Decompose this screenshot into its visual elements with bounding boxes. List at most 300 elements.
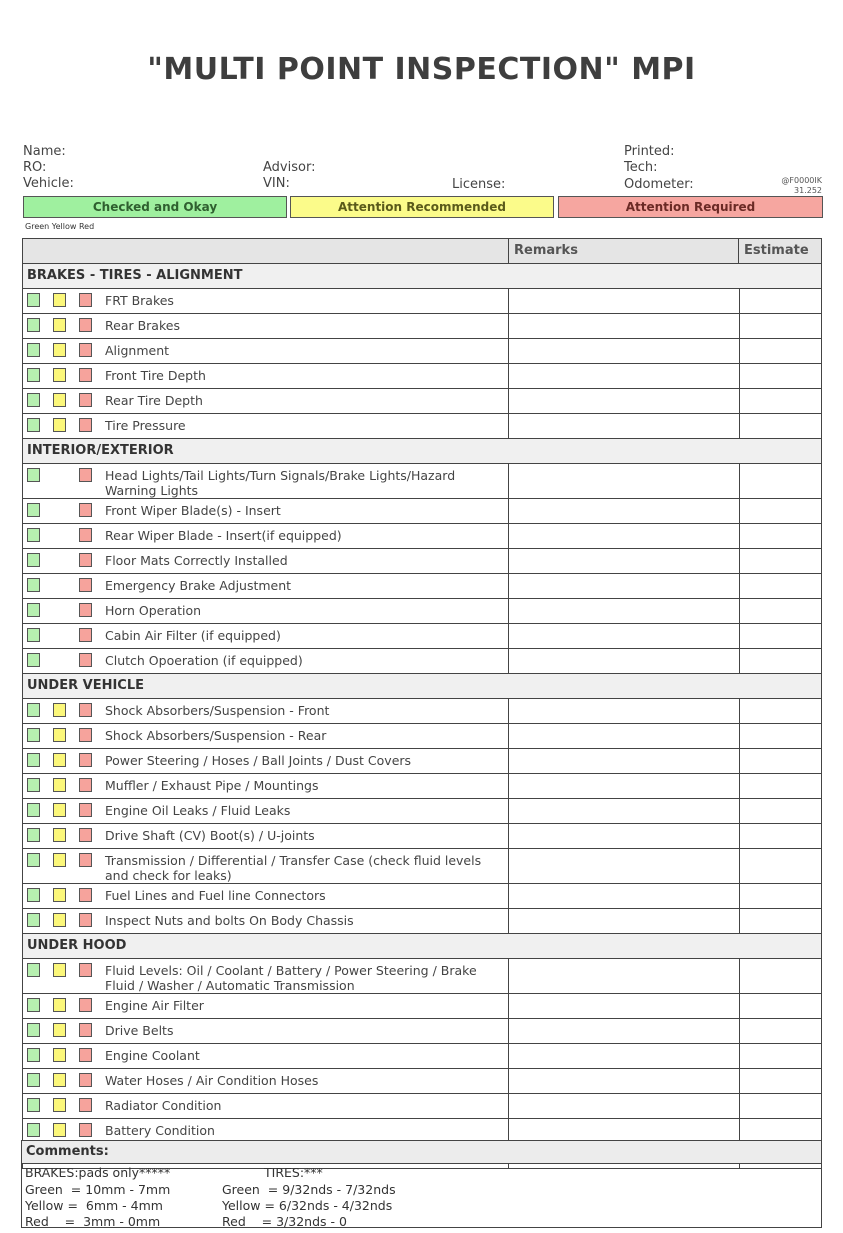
red-checkbox[interactable] — [79, 1048, 92, 1062]
remarks-cell[interactable] — [509, 414, 740, 438]
yellow-checkbox[interactable] — [53, 343, 66, 357]
status-boxes — [23, 524, 105, 542]
item-label: Drive Belts — [105, 1023, 174, 1038]
estimate-cell[interactable] — [740, 624, 821, 648]
green-checkbox[interactable] — [27, 753, 40, 767]
yellow-checkbox[interactable] — [53, 828, 66, 842]
estimate-cell[interactable] — [740, 364, 821, 388]
remarks-cell[interactable] — [509, 464, 740, 498]
status-boxes — [23, 339, 105, 357]
legend-small: Green Yellow Red — [25, 222, 95, 231]
green-checkbox[interactable] — [27, 528, 40, 542]
remarks-cell[interactable] — [509, 799, 740, 823]
item-cell — [23, 549, 509, 573]
item-label: Emergency Brake Adjustment — [105, 578, 292, 593]
item-label: Shock Absorbers/Suspension - Rear — [105, 728, 327, 743]
legend-green: Checked and Okay — [23, 196, 287, 218]
item-cell — [23, 1019, 509, 1043]
item-label: Cabin Air Filter (if equipped) — [105, 628, 281, 643]
estimate-cell[interactable] — [740, 1069, 821, 1093]
status-boxes — [23, 1069, 105, 1087]
table-row — [23, 499, 821, 524]
item-label: Fuel Lines and Fuel line Connectors — [105, 888, 326, 903]
item-label: Rear Tire Depth — [105, 393, 203, 408]
status-boxes — [23, 1019, 105, 1037]
red-checkbox[interactable] — [79, 888, 92, 902]
printed-label: Printed: — [624, 144, 675, 159]
status-boxes — [23, 1094, 105, 1112]
item-cell — [23, 574, 509, 598]
remarks-header: Remarks — [509, 239, 739, 263]
comments-box — [21, 1140, 822, 1228]
inspection-table — [22, 238, 822, 1169]
estimate-cell[interactable] — [740, 1044, 821, 1068]
green-checkbox[interactable] — [27, 293, 40, 307]
item-label: Muffler / Exhaust Pipe / Mountings — [105, 778, 319, 793]
green-checkbox[interactable] — [27, 963, 40, 977]
status-boxes — [23, 414, 105, 432]
item-cell — [23, 799, 509, 823]
item-cell — [23, 1069, 509, 1093]
red-checkbox[interactable] — [79, 703, 92, 717]
item-label: Clutch Opoeration (if equipped) — [105, 653, 303, 668]
yellow-checkbox[interactable] — [53, 728, 66, 742]
status-boxes — [23, 699, 105, 717]
item-cell — [23, 314, 509, 338]
status-boxes — [23, 884, 105, 902]
legend-yellow: Attention Recommended — [290, 196, 554, 218]
remarks-cell[interactable] — [509, 549, 740, 573]
item-cell — [23, 749, 509, 773]
comments-title: Comments: — [22, 1141, 821, 1164]
green-checkbox[interactable] — [27, 368, 40, 382]
yellow-checkbox[interactable] — [53, 393, 66, 407]
section-header: INTERIOR/EXTERIOR — [23, 439, 821, 464]
table-row — [23, 1069, 821, 1094]
remarks-cell[interactable] — [509, 909, 740, 933]
remarks-cell[interactable] — [509, 289, 740, 313]
status-boxes — [23, 289, 105, 307]
red-checkbox[interactable] — [79, 753, 92, 767]
green-checkbox[interactable] — [27, 318, 40, 332]
brakes-yellow: Yellow = 6mm - 4mm — [25, 1198, 163, 1213]
status-boxes — [23, 599, 105, 617]
green-checkbox[interactable] — [27, 393, 40, 407]
page-title: "MULTI POINT INSPECTION" MPI — [147, 52, 696, 87]
status-boxes — [23, 994, 105, 1012]
green-checkbox[interactable] — [27, 853, 40, 867]
yellow-checkbox[interactable] — [53, 888, 66, 902]
yellow-checkbox[interactable] — [53, 1073, 66, 1087]
green-checkbox[interactable] — [27, 503, 40, 517]
remarks-cell[interactable] — [509, 749, 740, 773]
green-checkbox[interactable] — [27, 1123, 40, 1137]
remarks-cell[interactable] — [509, 389, 740, 413]
status-boxes — [23, 724, 105, 742]
estimate-cell[interactable] — [740, 414, 821, 438]
green-checkbox[interactable] — [27, 468, 40, 482]
red-checkbox[interactable] — [79, 778, 92, 792]
green-checkbox[interactable] — [27, 553, 40, 567]
item-cell — [23, 699, 509, 723]
red-checkbox[interactable] — [79, 578, 92, 592]
item-cell — [23, 389, 509, 413]
remarks-cell[interactable] — [509, 624, 740, 648]
item-label: Engine Air Filter — [105, 998, 204, 1013]
estimate-cell[interactable] — [740, 524, 821, 548]
table-row — [23, 909, 821, 934]
item-cell — [23, 649, 509, 673]
remarks-cell[interactable] — [509, 724, 740, 748]
estimate-cell[interactable] — [740, 699, 821, 723]
green-checkbox[interactable] — [27, 803, 40, 817]
remarks-cell[interactable] — [509, 774, 740, 798]
green-checkbox[interactable] — [27, 828, 40, 842]
status-boxes — [23, 499, 105, 517]
item-cell — [23, 464, 509, 498]
item-label: Front Tire Depth — [105, 368, 206, 383]
remarks-cell[interactable] — [509, 574, 740, 598]
estimate-cell[interactable] — [740, 774, 821, 798]
green-checkbox[interactable] — [27, 728, 40, 742]
estimate-cell[interactable] — [740, 824, 821, 848]
item-cell — [23, 414, 509, 438]
ro-label: RO: — [23, 160, 47, 175]
item-label: Water Hoses / Air Condition Hoses — [105, 1073, 319, 1088]
red-checkbox[interactable] — [79, 393, 92, 407]
yellow-checkbox[interactable] — [53, 703, 66, 717]
item-label: Shock Absorbers/Suspension - Front — [105, 703, 330, 718]
item-label: Radiator Condition — [105, 1098, 222, 1113]
empty-slot — [53, 653, 66, 667]
red-checkbox[interactable] — [79, 1023, 92, 1037]
item-cell — [23, 1044, 509, 1068]
table-row — [23, 599, 821, 624]
section-header: UNDER VEHICLE — [23, 674, 821, 699]
status-boxes — [23, 824, 105, 842]
item-cell — [23, 824, 509, 848]
estimate-cell[interactable] — [740, 959, 821, 993]
green-checkbox[interactable] — [27, 343, 40, 357]
yellow-checkbox[interactable] — [53, 963, 66, 977]
remarks-cell[interactable] — [509, 1044, 740, 1068]
estimate-cell[interactable] — [740, 994, 821, 1018]
estimate-cell[interactable] — [740, 799, 821, 823]
estimate-cell[interactable] — [740, 314, 821, 338]
empty-slot — [53, 603, 66, 617]
item-cell — [23, 1094, 509, 1118]
empty-slot — [53, 578, 66, 592]
name-label: Name: — [23, 144, 66, 159]
remarks-cell[interactable] — [509, 959, 740, 993]
item-cell — [23, 909, 509, 933]
license-label: License: — [452, 177, 506, 192]
table-row — [23, 649, 821, 674]
item-label: Front Wiper Blade(s) - Insert — [105, 503, 281, 518]
red-checkbox[interactable] — [79, 803, 92, 817]
status-boxes — [23, 624, 105, 642]
item-label: Tire Pressure — [105, 418, 186, 433]
table-row — [23, 314, 821, 339]
estimate-cell[interactable] — [740, 1094, 821, 1118]
red-checkbox[interactable] — [79, 343, 92, 357]
yellow-checkbox[interactable] — [53, 778, 66, 792]
section-header: BRAKES - TIRES - ALIGNMENT — [23, 264, 821, 289]
remarks-cell[interactable] — [509, 824, 740, 848]
brakes-green: Green = 10mm - 7mm — [25, 1182, 171, 1197]
table-row — [23, 524, 821, 549]
remarks-cell[interactable] — [509, 699, 740, 723]
item-cell — [23, 364, 509, 388]
red-checkbox[interactable] — [79, 553, 92, 567]
estimate-cell[interactable] — [740, 724, 821, 748]
table-row — [23, 624, 821, 649]
item-label: Battery Condition — [105, 1123, 215, 1138]
yellow-checkbox[interactable] — [53, 1048, 66, 1062]
remarks-cell[interactable] — [509, 314, 740, 338]
empty-slot — [53, 553, 66, 567]
red-checkbox[interactable] — [79, 913, 92, 927]
remarks-cell[interactable] — [509, 364, 740, 388]
yellow-checkbox[interactable] — [53, 293, 66, 307]
remarks-cell[interactable] — [509, 599, 740, 623]
table-row — [23, 574, 821, 599]
estimate-cell[interactable] — [740, 464, 821, 498]
status-boxes — [23, 574, 105, 592]
item-cell — [23, 724, 509, 748]
item-label: Alignment — [105, 343, 170, 358]
green-checkbox[interactable] — [27, 913, 40, 927]
green-checkbox[interactable] — [27, 703, 40, 717]
green-checkbox[interactable] — [27, 1048, 40, 1062]
yellow-checkbox[interactable] — [53, 1098, 66, 1112]
status-boxes — [23, 1119, 105, 1137]
estimate-cell[interactable] — [740, 499, 821, 523]
status-boxes — [23, 774, 105, 792]
table-row — [23, 849, 821, 884]
status-boxes — [23, 959, 105, 977]
yellow-checkbox[interactable] — [53, 1023, 66, 1037]
estimate-cell[interactable] — [740, 289, 821, 313]
yellow-checkbox[interactable] — [53, 853, 66, 867]
item-label: Engine Coolant — [105, 1048, 200, 1063]
item-cell — [23, 289, 509, 313]
table-row — [23, 289, 821, 314]
item-label: Inspect Nuts and bolts On Body Chassis — [105, 913, 354, 928]
remarks-cell[interactable] — [509, 1019, 740, 1043]
table-row — [23, 549, 821, 574]
tires-green: Green = 9/32nds - 7/32nds — [222, 1182, 396, 1197]
empty-slot — [53, 468, 66, 482]
estimate-cell[interactable] — [740, 574, 821, 598]
table-row — [23, 1094, 821, 1119]
item-cell — [23, 994, 509, 1018]
red-checkbox[interactable] — [79, 853, 92, 867]
item-cell — [23, 774, 509, 798]
red-checkbox[interactable] — [79, 503, 92, 517]
green-checkbox[interactable] — [27, 1073, 40, 1087]
remarks-cell[interactable] — [509, 884, 740, 908]
remarks-cell[interactable] — [509, 339, 740, 363]
estimate-cell[interactable] — [740, 599, 821, 623]
table-row — [23, 799, 821, 824]
table-header — [23, 239, 821, 264]
status-boxes — [23, 549, 105, 567]
table-row — [23, 774, 821, 799]
table-row — [23, 414, 821, 439]
item-label: Power Steering / Hoses / Ball Joints / Dust Covers — [105, 753, 412, 768]
estimate-cell[interactable] — [740, 849, 821, 883]
estimate-cell[interactable] — [740, 649, 821, 673]
tires-yellow: Yellow = 6/32nds - 4/32nds — [222, 1198, 393, 1213]
empty-slot — [53, 503, 66, 517]
yellow-checkbox[interactable] — [53, 753, 66, 767]
estimate-cell[interactable] — [740, 549, 821, 573]
empty-slot — [53, 628, 66, 642]
yellow-checkbox[interactable] — [53, 803, 66, 817]
red-checkbox[interactable] — [79, 293, 92, 307]
green-checkbox[interactable] — [27, 888, 40, 902]
form-code-line1: @F0000IK — [781, 176, 822, 185]
red-checkbox[interactable] — [79, 528, 92, 542]
red-checkbox[interactable] — [79, 963, 92, 977]
item-cell — [23, 884, 509, 908]
red-checkbox[interactable] — [79, 728, 92, 742]
item-label: Transmission / Differential / Transfer Case (check fluid levels and check for leaks) — [105, 853, 482, 883]
legend-red: Attention Required — [558, 196, 823, 218]
item-label: Floor Mats Correctly Installed — [105, 553, 288, 568]
yellow-checkbox[interactable] — [53, 418, 66, 432]
table-row — [23, 464, 821, 499]
red-checkbox[interactable] — [79, 628, 92, 642]
red-checkbox[interactable] — [79, 603, 92, 617]
red-checkbox[interactable] — [79, 418, 92, 432]
form-code — [760, 176, 822, 196]
item-cell — [23, 524, 509, 548]
green-checkbox[interactable] — [27, 998, 40, 1012]
remarks-cell[interactable] — [509, 1069, 740, 1093]
table-row — [23, 824, 821, 849]
brakes-red: Red = 3mm - 0mm — [25, 1214, 161, 1229]
estimate-cell[interactable] — [740, 339, 821, 363]
item-cell — [23, 959, 509, 993]
section-header: UNDER HOOD — [23, 934, 821, 959]
table-row — [23, 1019, 821, 1044]
green-checkbox[interactable] — [27, 778, 40, 792]
yellow-checkbox[interactable] — [53, 318, 66, 332]
green-checkbox[interactable] — [27, 1023, 40, 1037]
item-cell — [23, 599, 509, 623]
remarks-cell[interactable] — [509, 849, 740, 883]
table-row — [23, 339, 821, 364]
table-row — [23, 1044, 821, 1069]
item-label: Fluid Levels: Oil / Coolant / Battery / Power Steering / Brake Fluid / Washer / Automatic Transmission — [105, 963, 477, 993]
green-checkbox[interactable] — [27, 603, 40, 617]
status-boxes — [23, 389, 105, 407]
form-code-line2: 31.252 — [794, 186, 822, 195]
header-items-cell — [23, 239, 509, 263]
green-checkbox[interactable] — [27, 628, 40, 642]
item-cell — [23, 624, 509, 648]
item-label: Drive Shaft (CV) Boot(s) / U-joints — [105, 828, 315, 843]
estimate-cell[interactable] — [740, 749, 821, 773]
remarks-cell[interactable] — [509, 524, 740, 548]
advisor-label: Advisor: — [263, 160, 316, 175]
tires-red: Red = 3/32nds - 0 — [222, 1214, 347, 1229]
estimate-cell[interactable] — [740, 1019, 821, 1043]
red-checkbox[interactable] — [79, 998, 92, 1012]
remarks-cell[interactable] — [509, 994, 740, 1018]
table-row — [23, 724, 821, 749]
estimate-cell[interactable] — [740, 884, 821, 908]
item-label: Rear Brakes — [105, 318, 180, 333]
yellow-checkbox[interactable] — [53, 913, 66, 927]
red-checkbox[interactable] — [79, 828, 92, 842]
table-row — [23, 364, 821, 389]
status-boxes — [23, 1044, 105, 1062]
brakes-head: BRAKES:pads only***** — [25, 1165, 171, 1180]
status-boxes — [23, 909, 105, 927]
item-label: Engine Oil Leaks / Fluid Leaks — [105, 803, 291, 818]
tech-label: Tech: — [624, 160, 658, 175]
empty-slot — [53, 528, 66, 542]
red-checkbox[interactable] — [79, 1123, 92, 1137]
estimate-cell[interactable] — [740, 909, 821, 933]
item-label: Horn Operation — [105, 603, 202, 618]
table-row — [23, 959, 821, 994]
estimate-cell[interactable] — [740, 389, 821, 413]
red-checkbox[interactable] — [79, 1073, 92, 1087]
item-label: FRT Brakes — [105, 293, 174, 308]
status-boxes — [23, 649, 105, 667]
vin-label: VIN: — [263, 176, 290, 191]
item-cell — [23, 339, 509, 363]
status-boxes — [23, 364, 105, 382]
table-row — [23, 994, 821, 1019]
table-row — [23, 884, 821, 909]
green-checkbox[interactable] — [27, 418, 40, 432]
status-boxes — [23, 464, 105, 482]
remarks-cell[interactable] — [509, 499, 740, 523]
yellow-checkbox[interactable] — [53, 368, 66, 382]
green-checkbox[interactable] — [27, 653, 40, 667]
item-label: Head Lights/Tail Lights/Turn Signals/Brake Lights/Hazard Warning Lights — [105, 468, 456, 498]
red-checkbox[interactable] — [79, 468, 92, 482]
remarks-cell[interactable] — [509, 1094, 740, 1118]
item-cell — [23, 499, 509, 523]
status-boxes — [23, 314, 105, 332]
table-row — [23, 389, 821, 414]
table-row — [23, 699, 821, 724]
tires-head: TIRES:*** — [264, 1165, 323, 1180]
green-checkbox[interactable] — [27, 578, 40, 592]
yellow-checkbox[interactable] — [53, 998, 66, 1012]
remarks-cell[interactable] — [509, 649, 740, 673]
table-row — [23, 749, 821, 774]
red-checkbox[interactable] — [79, 653, 92, 667]
item-cell — [23, 849, 509, 883]
yellow-checkbox[interactable] — [53, 1123, 66, 1137]
odometer-label: Odometer: — [624, 177, 694, 192]
status-boxes — [23, 849, 105, 867]
vehicle-label: Vehicle: — [23, 176, 74, 191]
red-checkbox[interactable] — [79, 318, 92, 332]
item-label: Rear Wiper Blade - Insert(if equipped) — [105, 528, 342, 543]
red-checkbox[interactable] — [79, 1098, 92, 1112]
green-checkbox[interactable] — [27, 1098, 40, 1112]
status-boxes — [23, 749, 105, 767]
red-checkbox[interactable] — [79, 368, 92, 382]
